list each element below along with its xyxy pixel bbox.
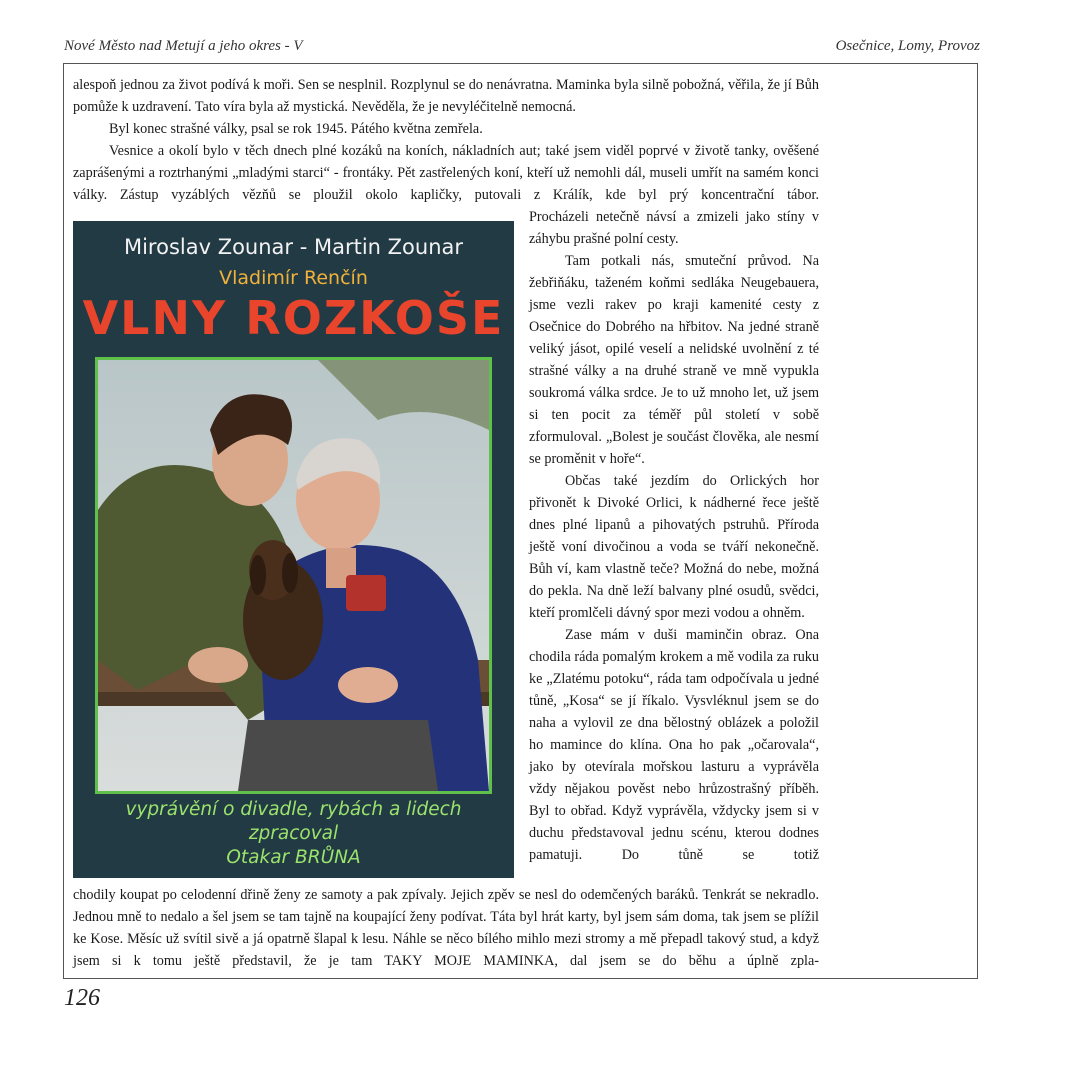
- cover-subtitle: vyprávění o divadle, rybách a lidech: [125, 799, 462, 820]
- cover-illustrator: Vladimír Renčín: [219, 267, 368, 289]
- paragraph: Vesnice a okolí bylo v těch dnech plné kozáků na koních, nákladních aut; také jsem viděl poprvé v životě tanky, ověšené zaprášenými a roztrhanými „mladými starci“ - frontáky. Pět zastřelených koní, kteří už nemohli dál, museli umřít na samém konci války. Zástup vyzáblých vězňů se ploužil okolo kapličky, putovali z Králík, kde byl prý koncentrační tábor.: [73, 143, 819, 203]
- body-text-bottom: [73, 884, 819, 972]
- cover-credit-label: zpracoval: [248, 823, 339, 844]
- paragraph: Byl konec strašné války, psal se rok 1945. Pátého května zemřela.: [109, 121, 483, 137]
- cover-authors: Miroslav Zounar - Martin Zounar: [123, 235, 464, 259]
- body-text-top: [73, 74, 819, 206]
- paragraph: alespoň jednou za život podívá k moři. Sen se nesplnil. Rozplynul se do nenávratna. Maminka byla silně pobožná, věřila, že jí Bůh pomůže k uzdravení. Tato víra byla až mystická. Nevěděla, že je nevyléčitelně nemocná.: [73, 77, 819, 115]
- cover-photo: [95, 357, 492, 794]
- cover-photo-illustration: [98, 360, 489, 791]
- running-head-right: Osečnice, Lomy, Provoz: [835, 38, 980, 54]
- paragraph: chodily koupat po celodenní dřině ženy ze samoty a pak zpívaly. Jejich zpěv se nesl do odemčených baráků. Tenkrát se nekradlo. Jednou mně to nedalo a šel jsem se tam tajně na koupající ženy podívat. Táta byl hrát karty, byl jsem sám doma, tak jsem se plížil ke Kose. Měsíc už svítil sivě a já opatrně šlapal k lesu. Náhle se něco bílého mihlo mezi stromy a mě přepadl takový stud, a když jsem si k tomu ještě představil, že je tam TAKY MOJE MAMINKA, dal jsem se do běhu a úplně zpla-: [73, 887, 819, 969]
- running-head-left: Nové Město nad Metují a jeho okres - V: [64, 38, 303, 54]
- body-text-side: [529, 206, 819, 866]
- book-cover-image: [73, 221, 514, 878]
- cover-title: VLNY ROZKOŠE: [82, 291, 505, 345]
- paragraph: Občas také jezdím do Orlických hor přivonět k Divoké Orlici, k nádherné řece ještě dnes plné lipanů a pihovatých pstruhů. Příroda ještě voní divočinou a voda se tváří nekonečně. Bůh ví, kam vlastně teče? Možná do nebe, možná do pekla. Na dně leží balvany plné osudů, svědci, kteří promlčeli dávný spor mezi vodou a ohněm.: [529, 473, 819, 621]
- paragraph: Zase mám v duši maminčin obraz. Ona chodila ráda pomalým krokem a mě vodila za ruku ke „Zlatému potoku“, ráda tam odpočívala u jedné tůně, „Kosa“ se jí říkalo. Vysvléknul jsem se do naha a vylovil ze dna bělostný oblázek a položil ho mamince do klína. Ona ho pak „očarovala“, jako by otevírala mořskou lasturu a vyprávěla vždy nějakou pověst nebo hrůzostrašný příběh. Byl to obřad. Když vyprávěla, vždycky jsem si v duchu představoval jednu scénu, kterou dodnes pamatuji. Do tůně se totiž: [529, 627, 819, 863]
- paragraph: Tam potkali nás, smuteční průvod. Na žebřiňáku, taženém koňmi sedláka Neugebauera, jsme vezli rakev po kraji kamenité cesty z Osečnice do Dobrého na hřbitov. Na jedné straně veliký jásot, opilé veselí a nelidské uvolnění z té strašné války a na druhé straně ve mně vypukla soukromá válka srdce. Je to už mnoho let, už jsem si ten pocit za téměř půl století v sobě zformuloval. „Bolest je součást člověka, ale nesmí se proměnit v hoře“.: [529, 253, 819, 467]
- page-number: 126: [64, 985, 100, 1011]
- paragraph: Procházeli netečně návsí a zmizeli jako stíny v záhybu prašné polní cesty.: [529, 209, 819, 247]
- cover-credit-name: Otakar BRŮNA: [226, 847, 361, 868]
